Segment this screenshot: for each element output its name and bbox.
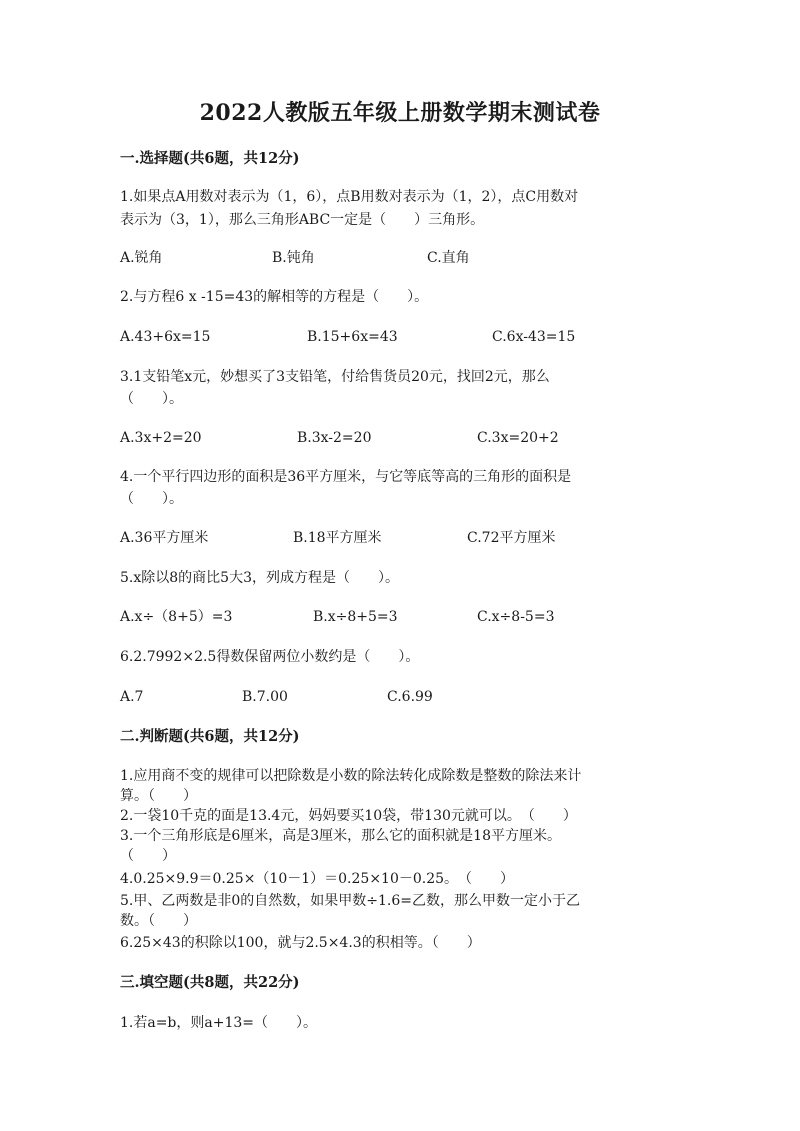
- judgement-line: 数。（ ）: [120, 913, 197, 929]
- judgement-line: 5.甲、乙两数是非0的自然数，如果甲数÷1.6=乙数，那么甲数一定小于乙: [120, 893, 580, 909]
- option-a: A.36平方厘米: [120, 530, 209, 546]
- option-b: B.钝角: [272, 250, 315, 266]
- option-a: A.43+6x=15: [120, 329, 211, 345]
- option-a: A.锐角: [120, 250, 163, 266]
- option-b: B.15+6x=43: [307, 329, 398, 345]
- question-text: 2.与方程6 x -15=43的解相等的方程是（ ）。: [120, 289, 429, 305]
- question-text: （ ）。: [120, 391, 183, 407]
- section-heading-choice: 一.选择题(共6题，共12分): [120, 150, 300, 167]
- question-text: 5.x除以8的商比5大3，列成方程是（ ）。: [120, 570, 399, 586]
- option-c: C.3x=20+2: [477, 430, 559, 446]
- option-b: B.7.00: [242, 689, 288, 705]
- page-title: 2022人教版五年级上册数学期末测试卷: [199, 100, 601, 126]
- question-text: （ ）。: [120, 491, 183, 507]
- option-a: A.x÷（8+5）=3: [120, 609, 233, 625]
- question-text: 1.如果点A用数对表示为（1，6），点B用数对表示为（1，2），点C用数对: [120, 189, 579, 205]
- option-b: B.18平方厘米: [293, 530, 382, 546]
- question-text: 4.一个平行四边形的面积是36平方厘米，与它等底等高的三角形的面积是: [120, 469, 572, 485]
- option-c: C.6x-43=15: [492, 329, 576, 345]
- option-c: C.6.99: [387, 689, 433, 705]
- fill-line: 1.若a=b，则a+13=（ ）。: [120, 1015, 318, 1031]
- option-a: A.3x+2=20: [120, 430, 202, 446]
- section-heading-fill: 三.填空题(共8题，共22分): [120, 974, 300, 991]
- question-text: 表示为（3，1），那么三角形ABC一定是（ ）三角形。: [120, 212, 485, 228]
- judgement-line: 3.一个三角形底是6厘米，高是3厘米，那么它的面积就是18平方厘米。: [120, 828, 561, 844]
- option-b: B.x÷8+5=3: [313, 609, 398, 625]
- judgement-line: 6.25×43的积除以100，就与2.5×4.3的积相等。（ ）: [120, 935, 481, 951]
- judgement-line: 1.应用商不变的规律可以把除数是小数的除法转化成除数是整数的除法来计: [120, 768, 582, 784]
- option-c: C.直角: [427, 250, 470, 266]
- judgement-line: 算。（ ）: [120, 788, 197, 804]
- judgement-line: （ ）: [120, 848, 176, 864]
- question-text: 6.2.7992×2.5得数保留两位小数约是（ ）。: [120, 649, 420, 665]
- option-c: C.72平方厘米: [467, 530, 556, 546]
- question-text: 3.1支铅笔x元，妙想买了3支铅笔，付给售货员20元，找回2元，那么: [120, 369, 550, 385]
- judgement-line: 4.0.25×9.9＝0.25×（10－1）＝0.25×10－0.25。 （ ）: [120, 871, 515, 887]
- judgement-line: 2.一袋10千克的面是13.4元，妈妈要买10袋，带130元就可以。 （ ）: [120, 808, 577, 824]
- section-heading-judgement: 二.判断题(共6题，共12分): [120, 728, 300, 745]
- option-a: A.7: [120, 689, 144, 705]
- option-c: C.x÷8-5=3: [477, 609, 555, 625]
- option-b: B.3x-2=20: [297, 430, 372, 446]
